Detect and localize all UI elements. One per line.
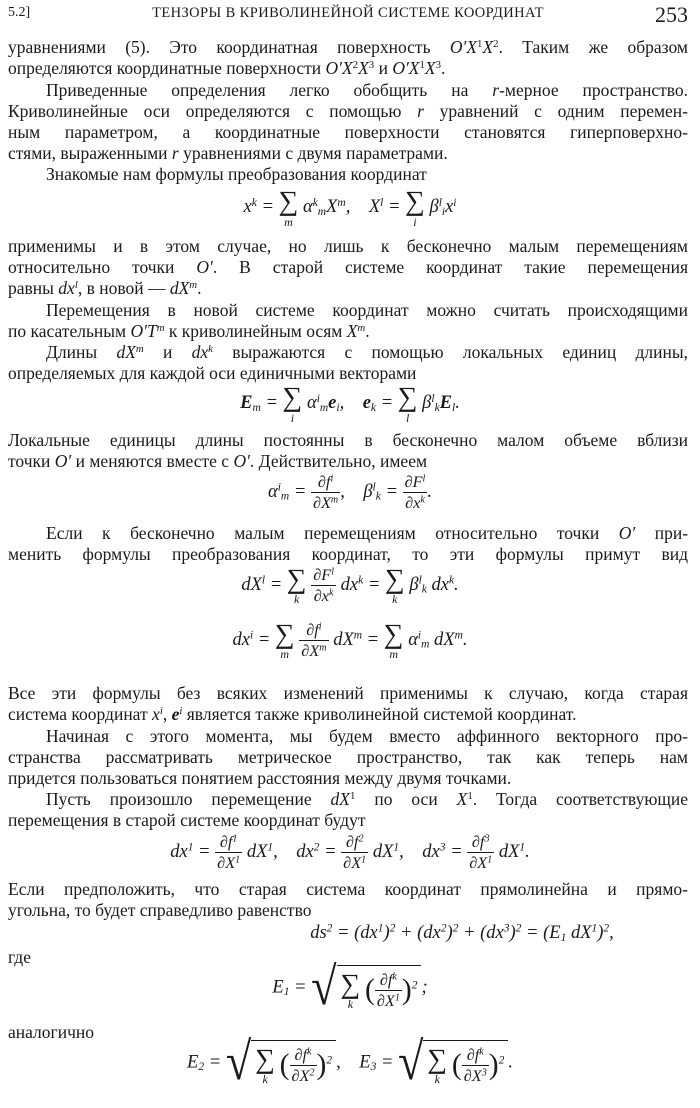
page-number: 253 [655, 2, 688, 27]
text-line-13: Длины $dX^m$ и $dx^k$ выражаются с помощью локальных единиц длины, [46, 342, 689, 362]
section-number: 5.2] [8, 5, 31, 20]
text-line-7: Знакомые нам формулы преобразования координат [46, 164, 427, 184]
equation-E2-E3: $E_2$ = √ ∑ k ( $\frac{\partial f^k}{\partial X^2}$ )$^2$ , $E_3$ = √ ∑ k ( $\frac{\partial f^k}{\partial X^3}$ )$^2$ . [187, 1033, 513, 1092]
running-title: ТЕНЗОРЫ В КРИВОЛИНЕЙНОЙ СИСТЕМЕ КООРДИНАТ [152, 5, 544, 21]
text-line-2: определяются координатные поверхности $O'X^2X^3$ и $O'X^1X^3$. [8, 58, 446, 78]
text-line-29: аналогично [8, 1022, 94, 1042]
text-line-21: Начиная с этого момента, мы будем вместо аффинного векторного про- [46, 726, 688, 746]
text-line-28: где [8, 947, 31, 967]
equation-derivatives: $\alpha^i_m$ = $\frac{\partial f^i}{\partial X^m}$ , $\beta^l_k$ = $\frac{\partial F^l}{\partial x^k}$ . [268, 472, 432, 512]
text-line-9: относительно точки O′. В старой системе координат такие перемещения [8, 257, 689, 277]
text-line-23: придется пользоваться понятием расстояния между двумя точками. [8, 768, 512, 788]
text-line-6: стями, выраженными r уравнениями с двумя параметрами. [8, 143, 448, 163]
text-line-10: равны $dx^l$, в новой — $dX^m$. [8, 278, 202, 298]
text-line-15: Локальные единицы длины постоянны в бесконечно малом объеме вблизи [8, 430, 688, 450]
text-line-26: Если предположить, что старая система координат прямолинейна и прямо- [8, 879, 688, 899]
text-line-12: по касательным $O'T^m$ к криволинейным осям $X^m$. [8, 321, 370, 341]
text-line-18: менить формулы преобразования координат, то эти формулы примут вид [8, 544, 688, 564]
text-line-14: определяемых для каждой оси единичными векторами [8, 363, 417, 383]
running-header [8, 2, 688, 26]
text-line-17: Если к бесконечно малым перемещениям относительно точки O′ при- [46, 523, 689, 543]
text-line-8: применимы и в этом случае, но лишь к бесконечно малым перемещениям [8, 236, 688, 256]
text-line-24: Пусть произошло перемещение $dX^1$ по оси $X^1$. Тогда соответствующие [46, 789, 689, 809]
equation-dX: $dX^l$ = ∑ k $\frac{\partial F^l}{\partial x^k}$ $dx^k$ = ∑ k $\beta^l_k$ $dx^k$. [241, 563, 459, 607]
text-line-25: перемещения в старой системе координат будут [8, 810, 366, 830]
equation-unit-vectors: $E_m$ = ∑ i $\alpha^i_me_i$, $e_k$ = ∑ l $\beta^l_kE_l$. [240, 382, 460, 425]
text-line-22: странства рассматривать метрическое пространство, так как теперь нам [8, 747, 688, 767]
text-line-4: Криволинейные оси определяются с помощью r уравнений с одним перемен- [8, 101, 688, 121]
text-line-5: ным параметром, а координатные поверхности становятся гиперповерхно- [8, 122, 688, 142]
equation-ds2: $ds^2 = (dx^1)^2 + (dx^2)^2 + (dx^3)^2 = (E_1$ $dX^1)^2$, [310, 922, 614, 944]
equation-transform: $x^k$ = ∑ m $\alpha^k_mX^m$, $X^l$ = ∑ i $\beta^l_ix^i$ [243, 186, 457, 229]
text-line-19: Все эти формулы без всяких изменений применимы к случаю, когда старая [8, 683, 688, 703]
text-line-16: точки O′ и меняются вместе с O′. Действительно, имеем [8, 451, 428, 471]
text-line-20: система координат $x^i$, $e^i$ является также криволинейной системой координат. [8, 704, 577, 724]
equation-displacements: $dx^1$ = $\frac{\partial f^1}{\partial X^1}$ $dX^1$, $dx^2$ = $\frac{\partial f^2}{\partial X^1}$ $dX^1$, $dx^3$ = $\frac{\partial f^3}{\partial X^1}$ $dX^1$. [170, 832, 530, 872]
text-line-1: уравнениями (5). Это координатная поверхность $O'X^1X^2$. Таким же образом [8, 37, 688, 57]
text-line-3: Приведенные определения легко обобщить на r-мерное пространство. [46, 80, 689, 100]
equation-dx: $dx^i$ = ∑ m $\frac{\partial f^i}{\partial X^m}$ $dX^m$ = ∑ m $\alpha^i_m$ $dX^m$. [232, 618, 468, 662]
text-line-11: Перемещения в новой системе координат можно считать происходящими [46, 300, 688, 320]
text-line-27: угольна, то будет справедливо равенство [8, 900, 312, 920]
equation-E1: $E_1$ = √ ∑ k ( $\frac{\partial f^k}{\partial X^1}$ )$^2$ ; [272, 958, 428, 1017]
